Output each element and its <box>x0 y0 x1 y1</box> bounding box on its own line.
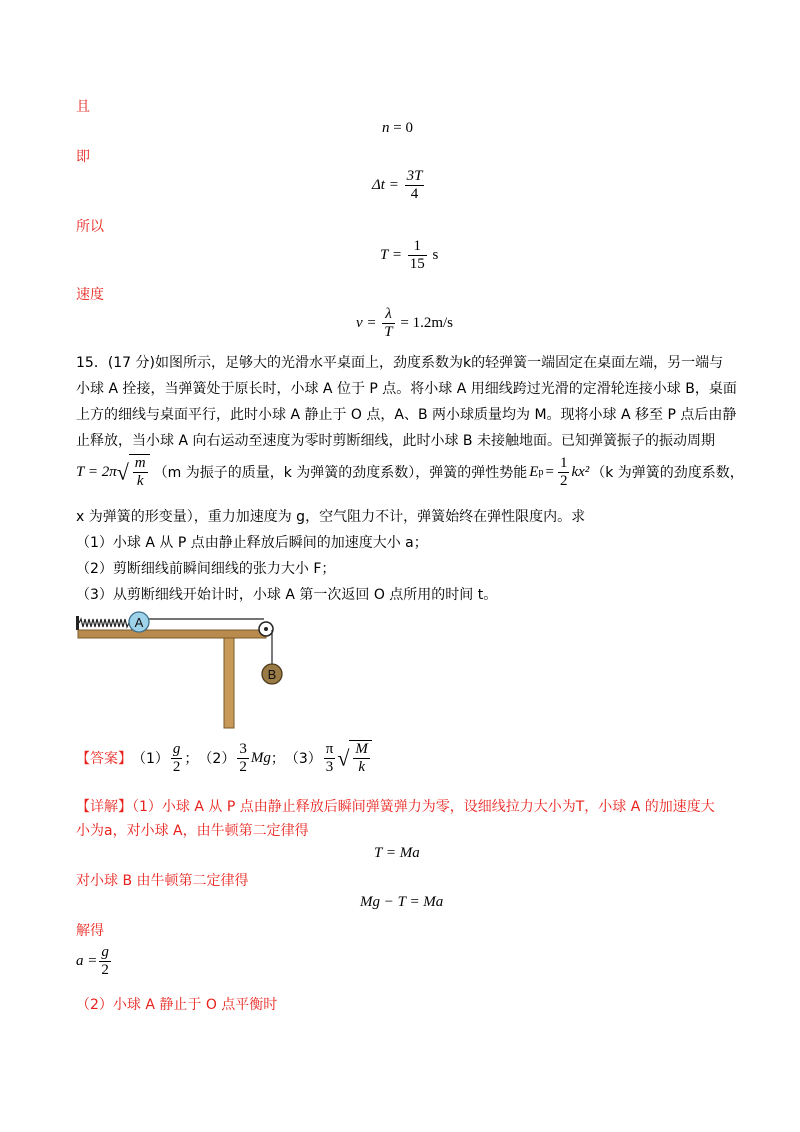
spring-pulley-figure <box>74 610 294 732</box>
equation-n-rhs: = 0 <box>393 120 413 136</box>
step-label-qie: 且 <box>76 99 90 115</box>
ep-note: （k 为弹簧的劲度系数， <box>591 465 744 482</box>
ep-den: 2 <box>559 472 568 489</box>
answer-2-num: 3 <box>237 741 249 759</box>
detail-equation-3-den: 2 <box>101 962 109 979</box>
detail-equation-3 <box>76 944 113 980</box>
answer-2-tail: Mg <box>250 749 271 766</box>
detail-line-5: （2）小球 A 静止于 O 点平衡时 <box>76 997 278 1013</box>
table-leg <box>224 638 234 728</box>
equation-period-value <box>380 238 438 274</box>
detail-equation-3-lhs: a = <box>76 953 98 970</box>
ep-sub: p <box>538 466 544 478</box>
detail-equation-1: T = Ma <box>374 845 420 861</box>
answer-line: 【答案】 （1） $\frac{g}{2}$ ； （2） $\frac{3}{2}$ Mg ； （3） $\frac{\pi}{3}$ √ $\frac{M}{k}$ <box>76 740 372 777</box>
answer-3-den: 3 <box>325 758 334 775</box>
ball-b-label: B <box>267 667 277 682</box>
problem-line-4: 止释放，当小球 A 向右运动至速度为零时剪断细线，此时小球 B 未接触地面。已知弹簧振子的振动周期 <box>76 433 715 449</box>
question-2: （2）剪断细线前瞬间细线的张力大小 F； <box>76 561 336 577</box>
equation-v-den: T <box>384 324 393 341</box>
problem-line-2: 小球 A 拴接，当弹簧处于原长时，小球 A 位于 P 点。将小球 A 用细线跨过光滑的定滑轮连接小球 B，桌面 <box>76 381 737 397</box>
question-1: （1）小球 A 从 P 点由静止释放后瞬间的加速度大小 a； <box>76 535 428 551</box>
ep-rhs: kx² <box>571 463 590 480</box>
detail-line-1 <box>76 796 715 818</box>
answer-sep-2: ； <box>270 751 285 768</box>
ep-eq: = <box>545 463 554 480</box>
answer-sep-1: ； <box>184 751 199 768</box>
detail-equation-3-num: g <box>99 944 111 962</box>
equation-T-num: 1 <box>408 238 427 256</box>
question-3: （3）从剪断细线开始计时，小球 A 第一次返回 O 点所用的时间 t。 <box>76 587 498 603</box>
answer-3-root-den: k <box>358 759 365 776</box>
detail-tag: 【详解】 <box>76 799 132 815</box>
equation-dt-den: 4 <box>410 186 419 203</box>
ball-a-label: A <box>134 615 144 630</box>
ep-lhs: E <box>529 463 539 480</box>
answer-1-den: 2 <box>172 758 181 775</box>
problem-line-5: T = 2π √ $\frac{m}{k}$ （m 为振子的质量，k 为弹簧的劲度系数），弹簧的弹性势能 E p = $\frac{1}{2}$ kx² （k 为弹簧的劲度系数， <box>76 454 744 490</box>
step-label-ji: 即 <box>76 149 90 165</box>
period-formula-num: m <box>133 455 148 473</box>
equation-v-rhs: = 1.2m/s <box>400 315 454 332</box>
answer-2-den: 2 <box>239 758 247 775</box>
problem-line-6: x 为弹簧的形变量），重力加速度为 g，空气阻力不计，弹簧始终在弹性限度内。求 <box>76 509 586 525</box>
answer-tag: 【答案】 <box>76 751 132 768</box>
detail-line-2: 小为a，对小球 A，由牛顿第二定律得 <box>76 823 309 839</box>
equation-v-lhs: v = <box>356 315 377 332</box>
detail-line-1-text: （1）小球 A 从 P 点由静止释放后瞬间弹簧弹力为零，设细线拉力大小为T，小球 A 的加速度大 <box>132 799 715 815</box>
equation-dt-num: 3T <box>405 168 425 186</box>
spring <box>79 619 132 627</box>
equation-dt <box>372 168 426 204</box>
detail-line-3: 对小球 B 由牛顿第二定律得 <box>76 873 249 889</box>
equation-T-lhs: T = <box>380 247 402 264</box>
detail-equation-2: Mg − T = Ma <box>360 894 444 910</box>
problem-line-1: 15．(17 分)如图所示，足够大的光滑水平桌面上，劲度系数为k的轻弹簧一端固定在桌面左端，另一端与 <box>76 355 724 371</box>
equation-n <box>382 120 413 137</box>
period-formula-note: （m 为振子的质量，k 为弹簧的劲度系数），弹簧的弹性势能 <box>153 465 528 482</box>
step-label-sudu: 速度 <box>76 287 104 303</box>
period-formula-den: k <box>136 473 144 490</box>
answer-part-3: （3） <box>284 751 322 768</box>
answer-1-num: g <box>171 741 183 759</box>
equation-T-unit: s <box>432 247 439 264</box>
equation-v-num: λ <box>382 306 394 324</box>
equation-T-den: 15 <box>409 256 425 273</box>
problem-line-3: 上方的细线与桌面平行，此时小球 A 静止于 O 点，A、B 两小球质量均为 M。现将小球 A 移至 P 点后由静 <box>76 407 737 423</box>
step-label-suoyi: 所以 <box>76 219 104 235</box>
equation-velocity <box>356 306 453 342</box>
equation-n-lhs: n <box>382 120 390 136</box>
answer-3-num: π <box>324 741 336 759</box>
period-formula-lhs: T = 2π <box>76 463 117 480</box>
answer-part-1: （1） <box>132 751 169 768</box>
answer-3-root-num: M <box>353 741 370 759</box>
wall <box>76 616 79 630</box>
table-top <box>78 630 266 638</box>
equation-dt-lhs: Δt = <box>372 177 399 194</box>
ep-num: 1 <box>558 455 570 473</box>
detail-line-4: 解得 <box>76 923 104 939</box>
answer-part-2: （2） <box>198 751 236 768</box>
